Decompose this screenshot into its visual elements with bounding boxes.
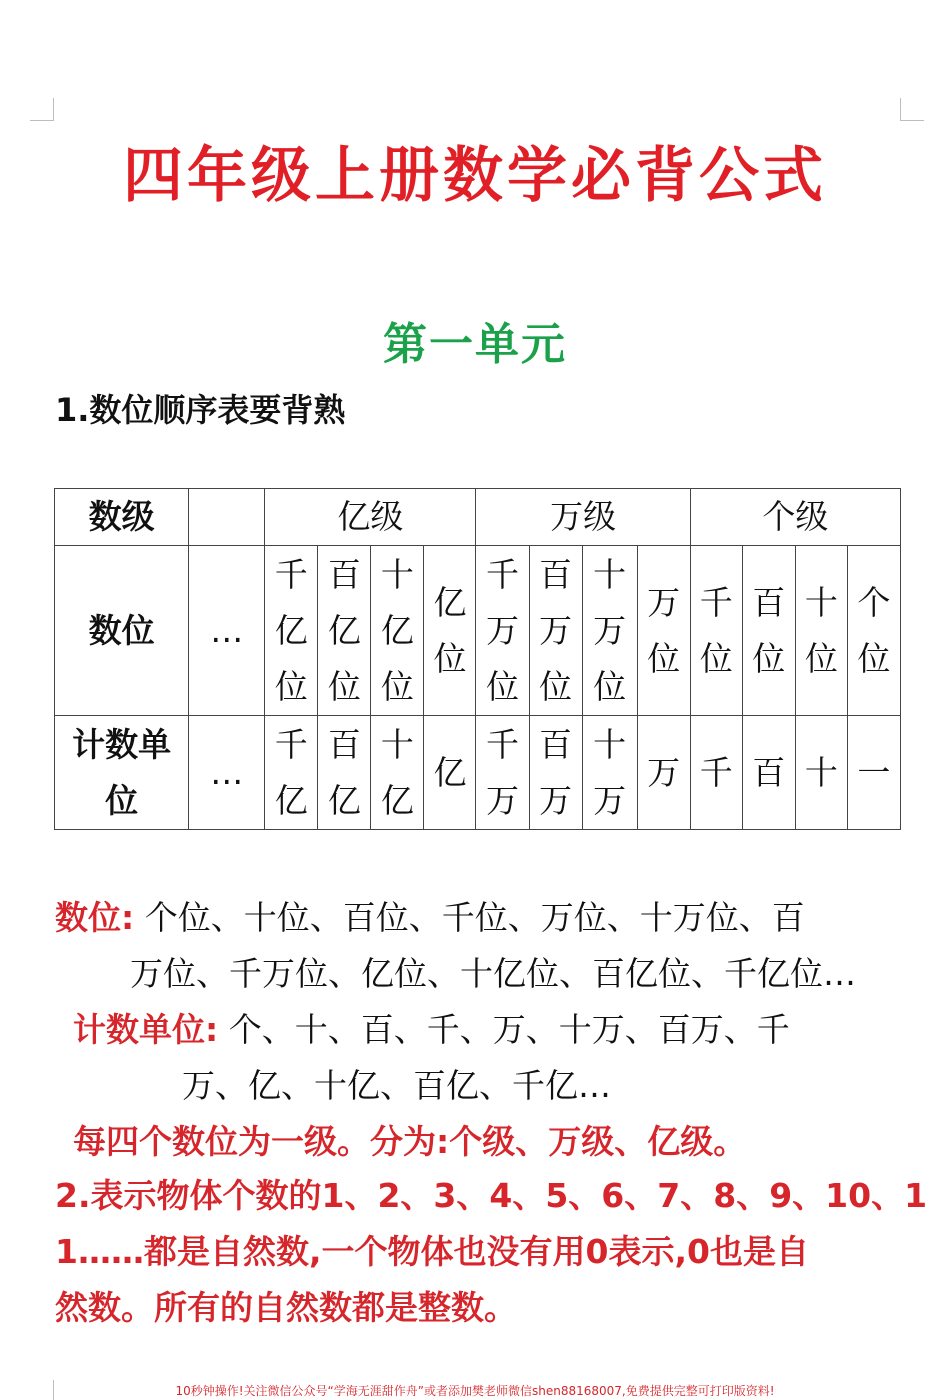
- table-cell: 百: [742, 716, 795, 830]
- table-cell: 一: [847, 716, 900, 830]
- table-cell-ellipsis: …: [189, 716, 265, 830]
- table-cell: 百万位: [529, 546, 582, 716]
- page-title: 四年级上册数学必背公式: [123, 141, 827, 211]
- crop-mark-top-right: [900, 120, 924, 121]
- table-cell: 千: [690, 716, 742, 830]
- place-note-text: 个位、十位、百位、千位、万位、十万位、百: [144, 898, 805, 937]
- grade-wan: 万级: [476, 489, 690, 546]
- grade-ge: 个级: [690, 489, 900, 546]
- section-heading: 1.数位顺序表要背熟: [55, 391, 346, 429]
- table-cell: 万: [637, 716, 690, 830]
- table-cell: 十万位: [582, 546, 637, 716]
- table-cell: 亿位: [424, 546, 476, 716]
- table-cell: 百亿: [318, 716, 371, 830]
- table-cell: 十亿位: [371, 546, 424, 716]
- crop-mark-top-right: [900, 98, 901, 121]
- place-note-label: 数位:: [55, 898, 135, 937]
- natural-number-line3: 然数。所有的自然数都是整数。: [55, 1288, 517, 1327]
- table-cell: 十亿: [371, 716, 424, 830]
- row-label-grade: 数级: [55, 489, 189, 546]
- unit-note-text: 个、十、百、千、万、十万、百万、千: [228, 1010, 790, 1049]
- unit-note-line2: 万、亿、十亿、百亿、千亿…: [182, 1066, 611, 1105]
- grade-yi: 亿级: [265, 489, 476, 546]
- table-cell: 万位: [637, 546, 690, 716]
- table-cell: 亿: [424, 716, 476, 830]
- place-note-line2: 万位、千万位、亿位、十亿位、百亿位、千亿位…: [130, 954, 856, 993]
- place-value-table: [54, 488, 901, 830]
- unit-note-line1: [73, 1010, 790, 1050]
- table-cell-ellipsis: …: [189, 546, 265, 716]
- table-cell: 千万: [476, 716, 529, 830]
- table-cell: 十位: [795, 546, 847, 716]
- table-cell: 千位: [690, 546, 742, 716]
- crop-mark-top-left: [30, 120, 54, 121]
- table-cell: 千万位: [476, 546, 529, 716]
- table-cell: 百万: [529, 716, 582, 830]
- table-cell: 十万: [582, 716, 637, 830]
- table-cell-empty: [189, 489, 265, 546]
- table-cell: 百位: [742, 546, 795, 716]
- footer-watermark: 10秒钟操作!关注微信公众号“学海无涯甜作舟”或者添加樊老师微信shen88168007,免费提供完整可打印版资料!: [175, 1384, 775, 1398]
- row-label-place: 数位: [55, 546, 189, 716]
- table-row-grades: [55, 489, 901, 546]
- natural-number-line2: 1……都是自然数,一个物体也没有用0表示,0也是自: [55, 1232, 809, 1271]
- table-cell: 个位: [847, 546, 900, 716]
- grade-note: 每四个数位为一级。分为:个级、万级、亿级。: [73, 1122, 747, 1161]
- table-cell: 百亿位: [318, 546, 371, 716]
- unit-title: 第一单元: [383, 319, 567, 370]
- natural-number-line1: 2.表示物体个数的1、2、3、4、5、6、7、8、9、10、1: [55, 1176, 928, 1215]
- table-cell: 千亿位: [265, 546, 318, 716]
- table-cell: 十: [795, 716, 847, 830]
- row-label-unit: 计数单位: [55, 716, 189, 830]
- table-row-units: [55, 716, 901, 830]
- table-row-places: [55, 546, 901, 716]
- place-note-line1: [55, 898, 805, 938]
- crop-mark-top-left: [53, 98, 54, 121]
- unit-note-label: 计数单位:: [73, 1010, 219, 1049]
- table-cell: 千亿: [265, 716, 318, 830]
